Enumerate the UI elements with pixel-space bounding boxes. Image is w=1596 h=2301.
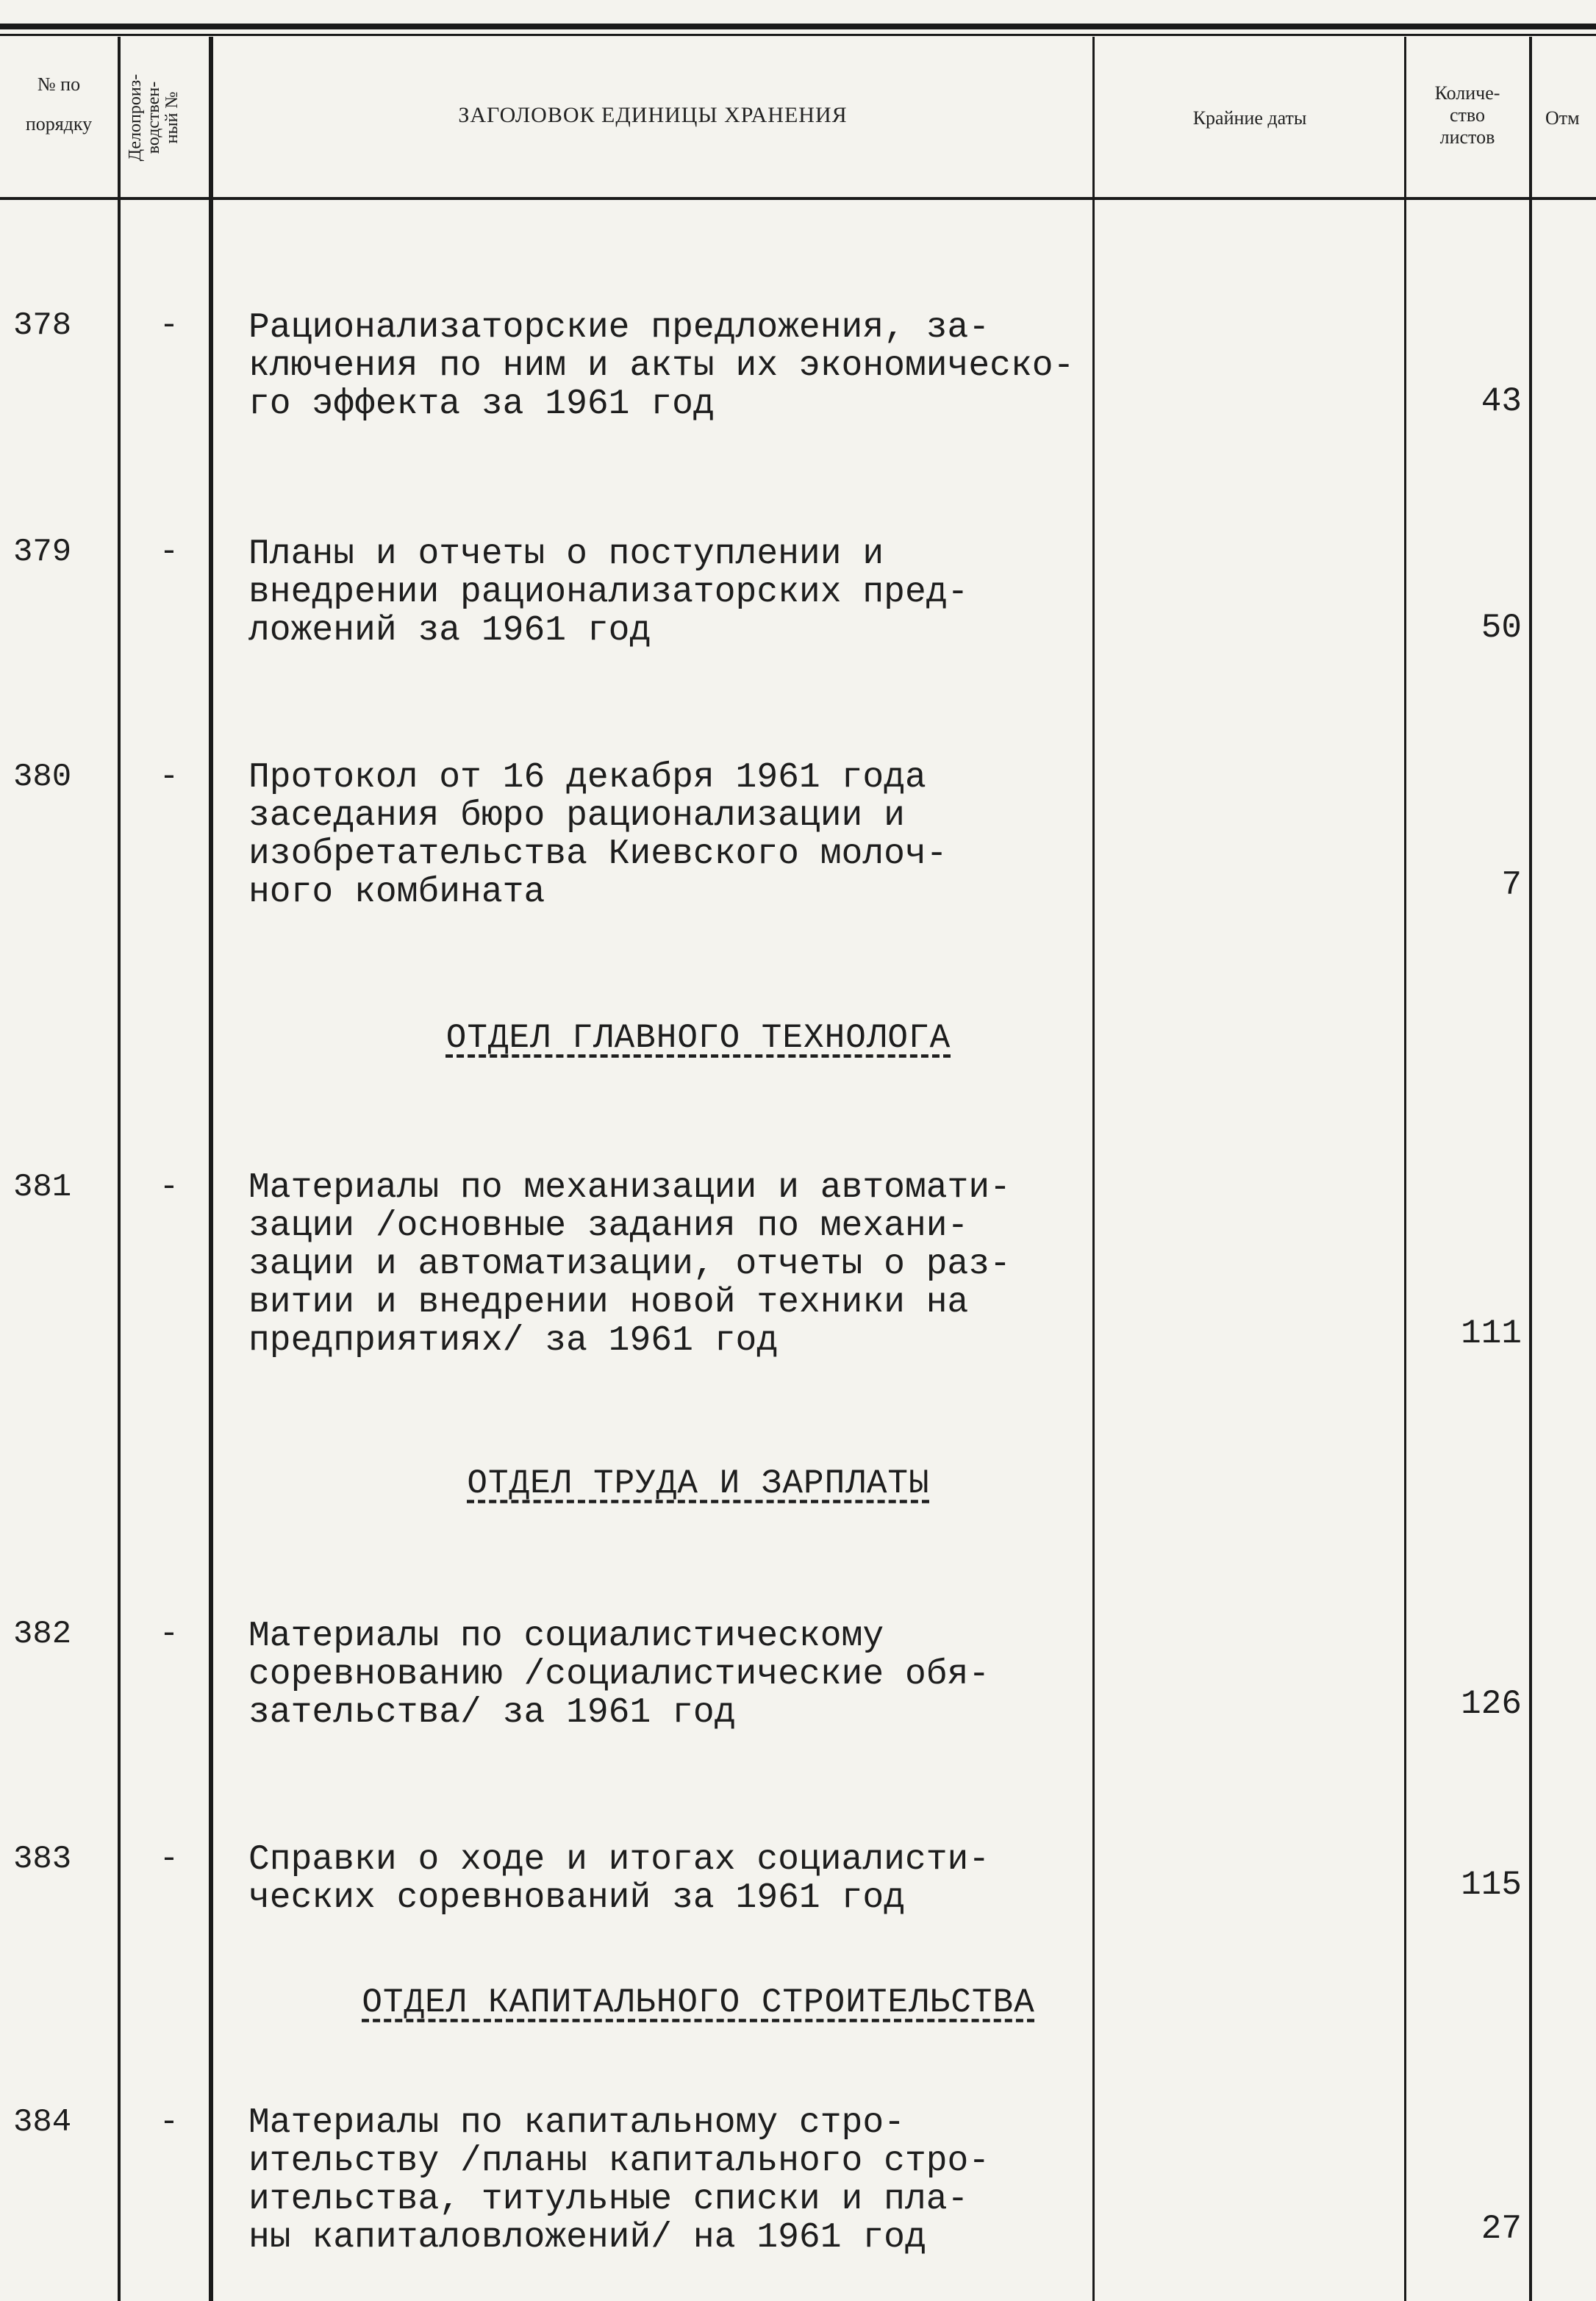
row-number: 379: [13, 534, 72, 570]
row-number: 380: [13, 759, 72, 795]
header-col-office-no: [126, 74, 200, 162]
row-sheets: 111: [1461, 1314, 1522, 1353]
row-sheets: 50: [1481, 609, 1522, 647]
section-heading-labor-wages: ОТДЕЛ ТРУДА И ЗАРПЛАТЫ: [467, 1464, 930, 1503]
header-col-office-no-line2: водствен-: [144, 81, 164, 154]
row-title: Рационализаторские предложения, за- ключения по ним и акты их экономическо- го эффекта за 1961 год: [248, 308, 1075, 424]
header-col-office-no-line3: ный №: [162, 91, 182, 144]
row-sheets: 27: [1481, 2210, 1522, 2248]
top-rule-thin: [0, 34, 1596, 36]
row-title: Материалы по механизации и автомати- зации /основные задания по механи- зации и автоматизации, отчеты о раз- витии и внедрении новой техники на предприятиях/ за 1961 год: [248, 1168, 1011, 1361]
header-col-notes: Отм: [1545, 107, 1580, 129]
col-divider-4: [1404, 37, 1406, 2301]
section-heading-capital-construction: ОТДЕЛ КАПИТАЛЬНОГО СТРОИТЕЛЬСТВА: [362, 1983, 1035, 2022]
row-number: 383: [13, 1841, 72, 1878]
row-office-no: -: [159, 1841, 179, 1878]
row-office-no: -: [159, 534, 179, 570]
row-sheets: 115: [1461, 1866, 1522, 1904]
row-title: Протокол от 16 декабря 1961 года заседания бюро рационализации и изобретательства Киевского молоч- ного комбината: [248, 758, 948, 912]
row-sheets: 43: [1481, 382, 1522, 421]
row-title: Материалы по социалистическому соревнованию /социалистические обя- зательства/ за 1961 год: [248, 1617, 990, 1733]
header-bottom-rule: [0, 197, 1596, 200]
col-divider-2: [209, 37, 213, 2301]
row-number: 378: [13, 307, 72, 344]
row-office-no: -: [159, 307, 179, 344]
col-divider-5: [1529, 37, 1532, 2301]
top-rule: [0, 24, 1596, 29]
header-col-sheets: [1406, 82, 1529, 148]
row-sheets: 126: [1461, 1685, 1522, 1723]
header-col-number: [0, 74, 118, 135]
row-office-no: -: [159, 759, 179, 795]
header-col-sheets-line3: листов: [1439, 126, 1495, 148]
row-office-no: -: [159, 2104, 179, 2141]
row-number: 384: [13, 2104, 72, 2141]
header-col-number-line1: № по: [37, 74, 81, 95]
row-number: 381: [13, 1169, 72, 1206]
header-col-office-no-line1: Делопроиз-: [126, 74, 145, 162]
row-title: Планы и отчеты о поступлении и внедрении рационализаторских пред- ложений за 1961 год: [248, 534, 969, 651]
section-heading-chief-technologist: ОТДЕЛ ГЛАВНОГО ТЕХНОЛОГА: [445, 1019, 951, 1057]
header-col-number-line2: порядку: [25, 112, 93, 135]
header-col-sheets-line2: ство: [1449, 104, 1485, 126]
header-col-sheets-line1: Количе-: [1434, 82, 1500, 104]
row-title: Справки о ходе и итогах социалисти- ческих соревнований за 1961 год: [248, 1840, 990, 1918]
header-col-title: ЗАГОЛОВОК ЕДИНИЦЫ ХРАНЕНИЯ: [458, 103, 848, 127]
row-office-no: -: [159, 1616, 179, 1653]
row-number: 382: [13, 1616, 72, 1653]
row-office-no: -: [159, 1169, 179, 1206]
row-sheets: 7: [1501, 866, 1522, 904]
row-title: Материалы по капитальному стро- ительству /планы капитального стро- ительства, титульные списки и пла- ны капиталовложений/ на 1961 год: [248, 2103, 990, 2258]
col-divider-1: [118, 37, 121, 2301]
header-col-dates: Крайние даты: [1192, 107, 1307, 129]
